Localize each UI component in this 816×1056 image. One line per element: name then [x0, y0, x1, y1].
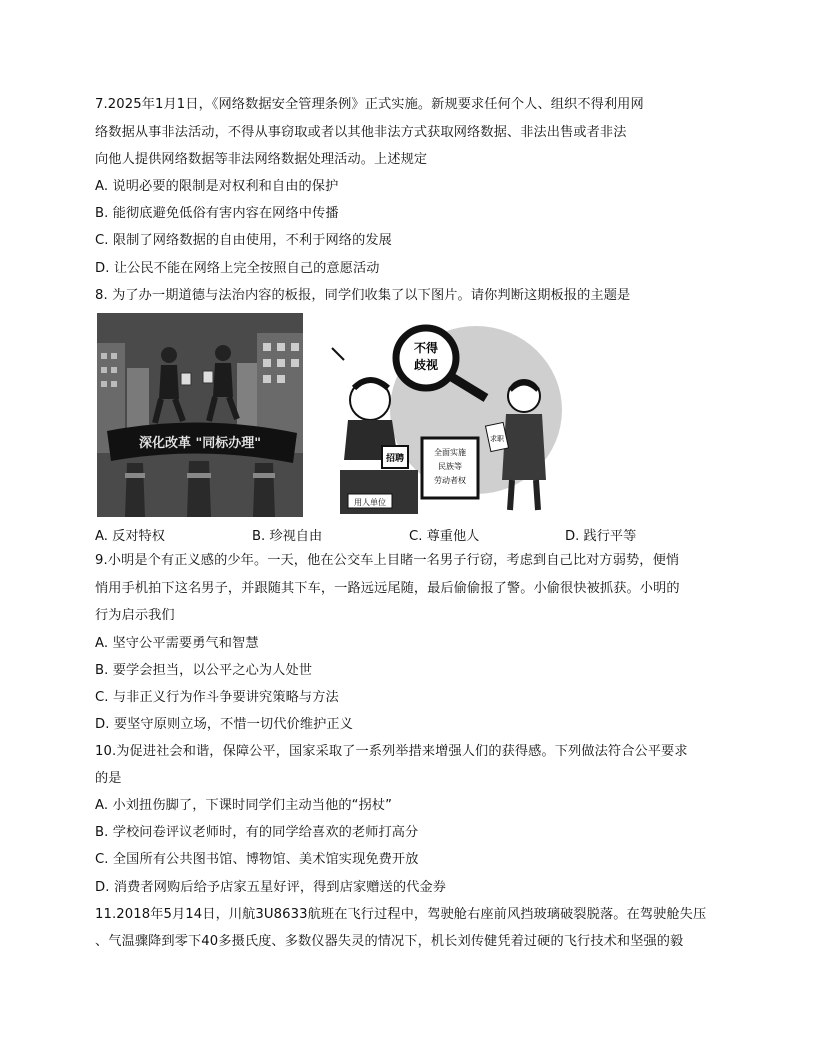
q10-option-a: A. 小刘扭伤脚了，下课时同学们主动当他的“拐杖” — [95, 798, 393, 813]
q7-stem-line-1: 7.2025年1月1日，《网络数据安全管理条例》正式实施。新规要求任何个人、组织不得利用网 — [95, 97, 644, 112]
q9-option-b: B. 要学会担当，以公平之心为人处世 — [95, 663, 313, 678]
reform-cartoon-illustration — [97, 313, 303, 517]
q10-stem-line-1: 10.为促进社会和谐，保障公平，国家采取了一系列举措来增强人们的获得感。下列做法符合公平要求 — [95, 744, 688, 759]
q7-stem-line-2: 络数据从事非法活动，不得从事窃取或者以其他非法方式获取网络数据、非法出售或者非法 — [95, 125, 627, 140]
q8-options — [95, 525, 735, 545]
q9-stem-line-1: 9.小明是个有正义感的少年。一天，他在公交车上目睹一名男子行窃，考虑到自己比对方弱势，便悄 — [95, 553, 680, 568]
employer-sign-text: 用人单位 — [354, 498, 386, 507]
q10-option-c: C. 全国所有公共图书馆、博物馆、美术馆实现免费开放 — [95, 852, 419, 867]
job-seek-paper-text: 求职 — [490, 435, 504, 443]
q9-stem-line-3: 行为启示我们 — [95, 608, 175, 623]
q7-option-c: C. 限制了网络数据的自由使用，不利于网络的发展 — [95, 233, 392, 248]
q7-stem-line-3: 向他人提供网络数据等非法网络数据处理活动。上述规定 — [95, 152, 428, 167]
q8-image-no-discrimination-cartoon — [326, 320, 563, 516]
reform-banner-text: 深化改革 "同标办理" — [138, 436, 262, 451]
q8-image-reform-cartoon — [97, 313, 303, 517]
magnifier-text-line-1: 不得 — [413, 341, 439, 355]
q7-option-a: A. 说明必要的限制是对权利和自由的保护 — [95, 179, 339, 194]
recruit-sign-text: 招聘 — [385, 454, 405, 464]
q9-option-d: D. 要坚守原则立场，不惜一切代价维护正义 — [95, 717, 354, 732]
q8-option-c: C. 尊重他人 — [409, 529, 480, 544]
q9-option-a: A. 坚守公平需要勇气和智慧 — [95, 636, 259, 651]
board-text-line-2: 民族等 — [438, 462, 462, 471]
q10-stem-line-2: 的是 — [95, 771, 122, 786]
q8-option-b: B. 珍视自由 — [252, 529, 323, 544]
q11-stem-line-2: 、气温骤降到零下40多摄氏度、多数仪器失灵的情况下，机长刘传健凭着过硬的飞行技术和坚强的毅 — [95, 934, 684, 949]
q8-option-a: A. 反对特权 — [95, 529, 165, 544]
q8-stem-line-1: 8. 为了办一期道德与法治内容的板报，同学们收集了以下图片。请你判断这期板报的主题是 — [95, 288, 631, 303]
board-text-line-3: 劳动者权 — [434, 476, 466, 485]
q9-option-c: C. 与非正义行为作斗争要讲究策略与方法 — [95, 690, 339, 705]
q8-option-d: D. 践行平等 — [565, 529, 637, 544]
board-text-line-1: 全面实施 — [434, 448, 466, 457]
q7-option-d: D. 让公民不能在网络上完全按照自己的意愿活动 — [95, 261, 380, 276]
q10-option-b: B. 学校问卷评议老师时，有的同学给喜欢的老师打高分 — [95, 825, 419, 840]
q9-stem-line-2: 悄用手机拍下这名男子，并跟随其下车，一路远远尾随，最后偷偷报了警。小偷很快被抓获。小明的 — [95, 581, 680, 596]
q7-option-b: B. 能彻底避免低俗有害内容在网络中传播 — [95, 206, 339, 221]
magnifier-text-line-2: 歧视 — [413, 358, 439, 372]
q10-option-d: D. 消费者网购后给予店家五星好评，得到店家赠送的代金券 — [95, 880, 447, 895]
no-discrimination-illustration — [326, 320, 563, 516]
q11-stem-line-1: 11.2018年5月14日，川航3U8633航班在飞行过程中，驾驶舱右座前风挡玻璃破裂脱落。在驾驶舱失压 — [95, 907, 707, 922]
